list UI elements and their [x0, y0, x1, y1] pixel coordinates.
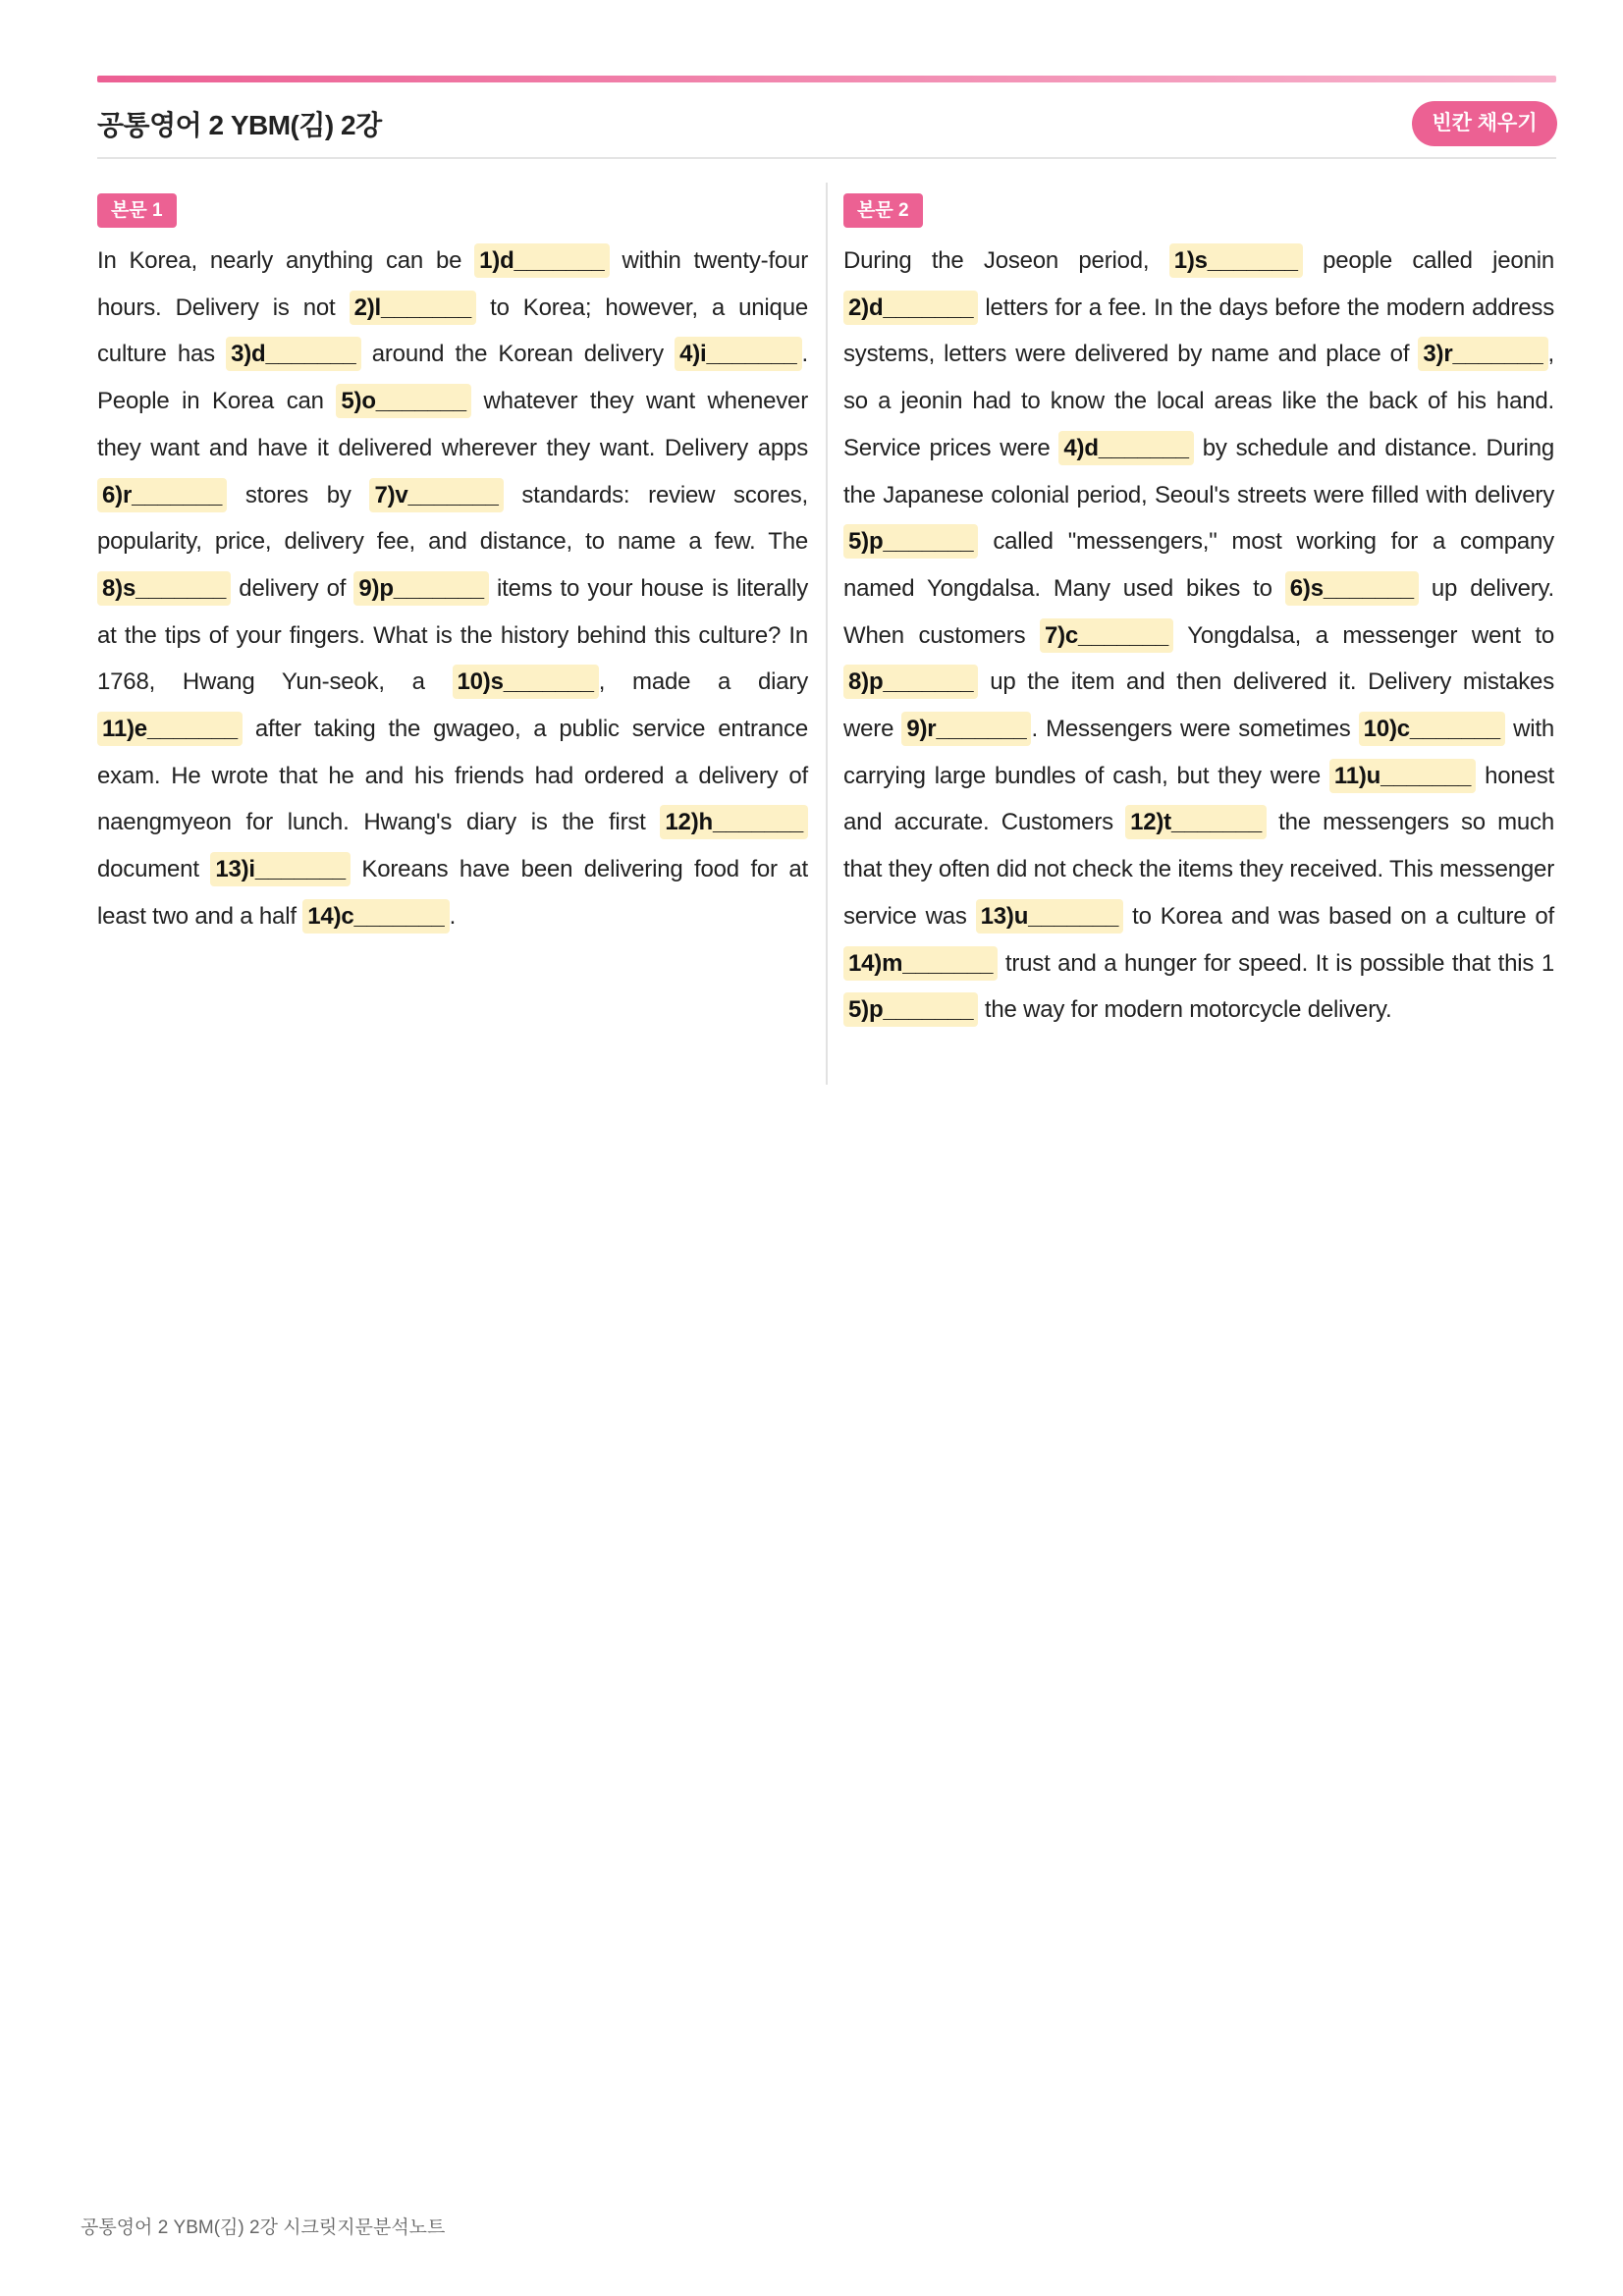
- blank-field[interactable]: 11)e_______: [97, 712, 243, 746]
- passage-text-segment: Koreans have been delivering food for at least two and a half: [97, 856, 808, 930]
- blank-field[interactable]: 5)p_______: [843, 524, 978, 559]
- blank-field[interactable]: 9)r_______: [901, 712, 1031, 746]
- passage-1-text: [97, 238, 808, 940]
- passage-text-segment: Yongdalsa, a messenger went to: [1173, 621, 1554, 649]
- passage-text-segment: , so a jeonin had to know the local areas like the back of his hand. Service prices were: [843, 341, 1554, 461]
- passage-text-segment: . Messengers were sometimes: [1031, 716, 1359, 743]
- blank-field[interactable]: 9)p_______: [353, 571, 488, 606]
- passage-text-segment: standards: review scores, popularity, price, delivery fee, and distance, to name a few. The: [97, 481, 808, 556]
- blank-field[interactable]: 10)s_______: [453, 665, 599, 699]
- blank-field[interactable]: 4)i_______: [675, 337, 801, 371]
- header-divider: [97, 157, 1556, 159]
- blank-field[interactable]: 6)r_______: [97, 478, 227, 512]
- passage-text-segment: to Korea and was based on a culture of: [1123, 902, 1555, 930]
- passage-2: [843, 193, 1554, 1034]
- blank-field[interactable]: 2)l_______: [350, 291, 476, 325]
- blank-field[interactable]: 5)o_______: [336, 384, 470, 418]
- passage-text-segment: .: [449, 902, 457, 930]
- passage-text-segment: with carrying large bundles of cash, but they were: [843, 716, 1554, 789]
- blank-field[interactable]: 1)d_______: [474, 243, 609, 278]
- blank-field[interactable]: 3)r_______: [1418, 337, 1547, 371]
- blank-field[interactable]: 6)s_______: [1285, 571, 1419, 606]
- passage-text-segment: after taking the gwageo, a public service entrance exam. He wrote that he and his friends had ordered a delivery of naengmyeon for lunch. Hwang's diary is the first: [97, 716, 808, 836]
- passage-1-label: 본문 1: [97, 193, 177, 228]
- passage-text-segment: to Korea; however, a unique culture has: [97, 294, 808, 368]
- passage-text-segment: delivery of: [231, 574, 354, 602]
- blank-field[interactable]: 2)d_______: [843, 291, 978, 325]
- blank-field[interactable]: 5)p_______: [843, 992, 978, 1027]
- passage-2-text: [843, 238, 1554, 1034]
- passage-text-segment: items to your house is literally at the tips of your fingers. What is the history behind this culture? In 1768, Hwang Yun-seok, a: [97, 574, 809, 696]
- passage-text-segment: by schedule and distance. During the Japanese colonial period, Seoul's streets were filled with delivery: [843, 434, 1554, 508]
- passage-text-segment: up delivery. When customers: [843, 574, 1554, 649]
- header-accent-bar: [97, 76, 1556, 82]
- passage-text-segment: called "messengers," most working for a company named Yongdalsa. Many used bikes to: [843, 528, 1554, 602]
- passage-text-segment: trust and a hunger for speed. It is possible that this 1: [998, 949, 1554, 977]
- passage-text-segment: , made a diary: [598, 668, 808, 696]
- column-divider: [826, 183, 828, 1085]
- blank-field[interactable]: 1)s_______: [1169, 243, 1303, 278]
- passage-text-segment: In Korea, nearly anything can be: [97, 247, 475, 274]
- blank-field[interactable]: 13)i_______: [210, 852, 351, 886]
- fill-in-blanks-badge: 빈칸 채우기: [1412, 101, 1557, 146]
- passage-text-segment: within twenty-four hours. Delivery is not: [97, 247, 808, 321]
- passage-text-segment: stores by: [227, 481, 370, 508]
- blank-field[interactable]: 8)p_______: [843, 665, 978, 699]
- passage-text-segment: whatever they want whenever they want and have it delivered wherever they want. Delivery apps: [97, 388, 808, 461]
- blank-field[interactable]: 8)s_______: [97, 571, 231, 606]
- blank-field[interactable]: 11)u_______: [1329, 759, 1476, 793]
- blank-field[interactable]: 12)h_______: [660, 805, 808, 839]
- passage-text-segment: around the Korean delivery: [360, 341, 676, 368]
- blank-field[interactable]: 7)v_______: [369, 478, 503, 512]
- blank-field[interactable]: 4)d_______: [1058, 431, 1193, 465]
- passage-text-segment: document: [97, 856, 211, 883]
- footer-text: 공통영어 2 YBM(김) 2강 시크릿지문분석노트: [81, 2217, 446, 2238]
- blank-field[interactable]: 14)m_______: [843, 946, 998, 981]
- passage-1: [97, 193, 808, 940]
- blank-field[interactable]: 7)c_______: [1040, 618, 1173, 653]
- page-title: 공통영어 2 YBM(김) 2강: [97, 110, 382, 140]
- passage-text-segment: During the Joseon period,: [843, 247, 1169, 274]
- passage-text-segment: . People in Korea can: [97, 341, 808, 415]
- passage-text-segment: the way for modern motorcycle delivery.: [978, 996, 1392, 1024]
- passage-text-segment: people called jeonin: [1302, 247, 1555, 274]
- passage-2-label: 본문 2: [843, 193, 923, 228]
- passage-text-segment: the messengers so much that they often did not check the items they received. This messenger service was: [843, 809, 1554, 930]
- passage-text-segment: honest and accurate. Customers: [843, 762, 1554, 836]
- blank-field[interactable]: 12)t_______: [1125, 805, 1267, 839]
- blank-field[interactable]: 3)d_______: [226, 337, 360, 371]
- passage-text-segment: up the item and then delivered it. Delivery mistakes were: [843, 668, 1554, 743]
- blank-field[interactable]: 13)u_______: [976, 899, 1124, 934]
- passage-text-segment: letters for a fee. In the days before the modern address systems, letters were delivered by name and place of: [843, 294, 1554, 368]
- blank-field[interactable]: 10)c_______: [1359, 712, 1505, 746]
- blank-field[interactable]: 14)c_______: [302, 899, 449, 934]
